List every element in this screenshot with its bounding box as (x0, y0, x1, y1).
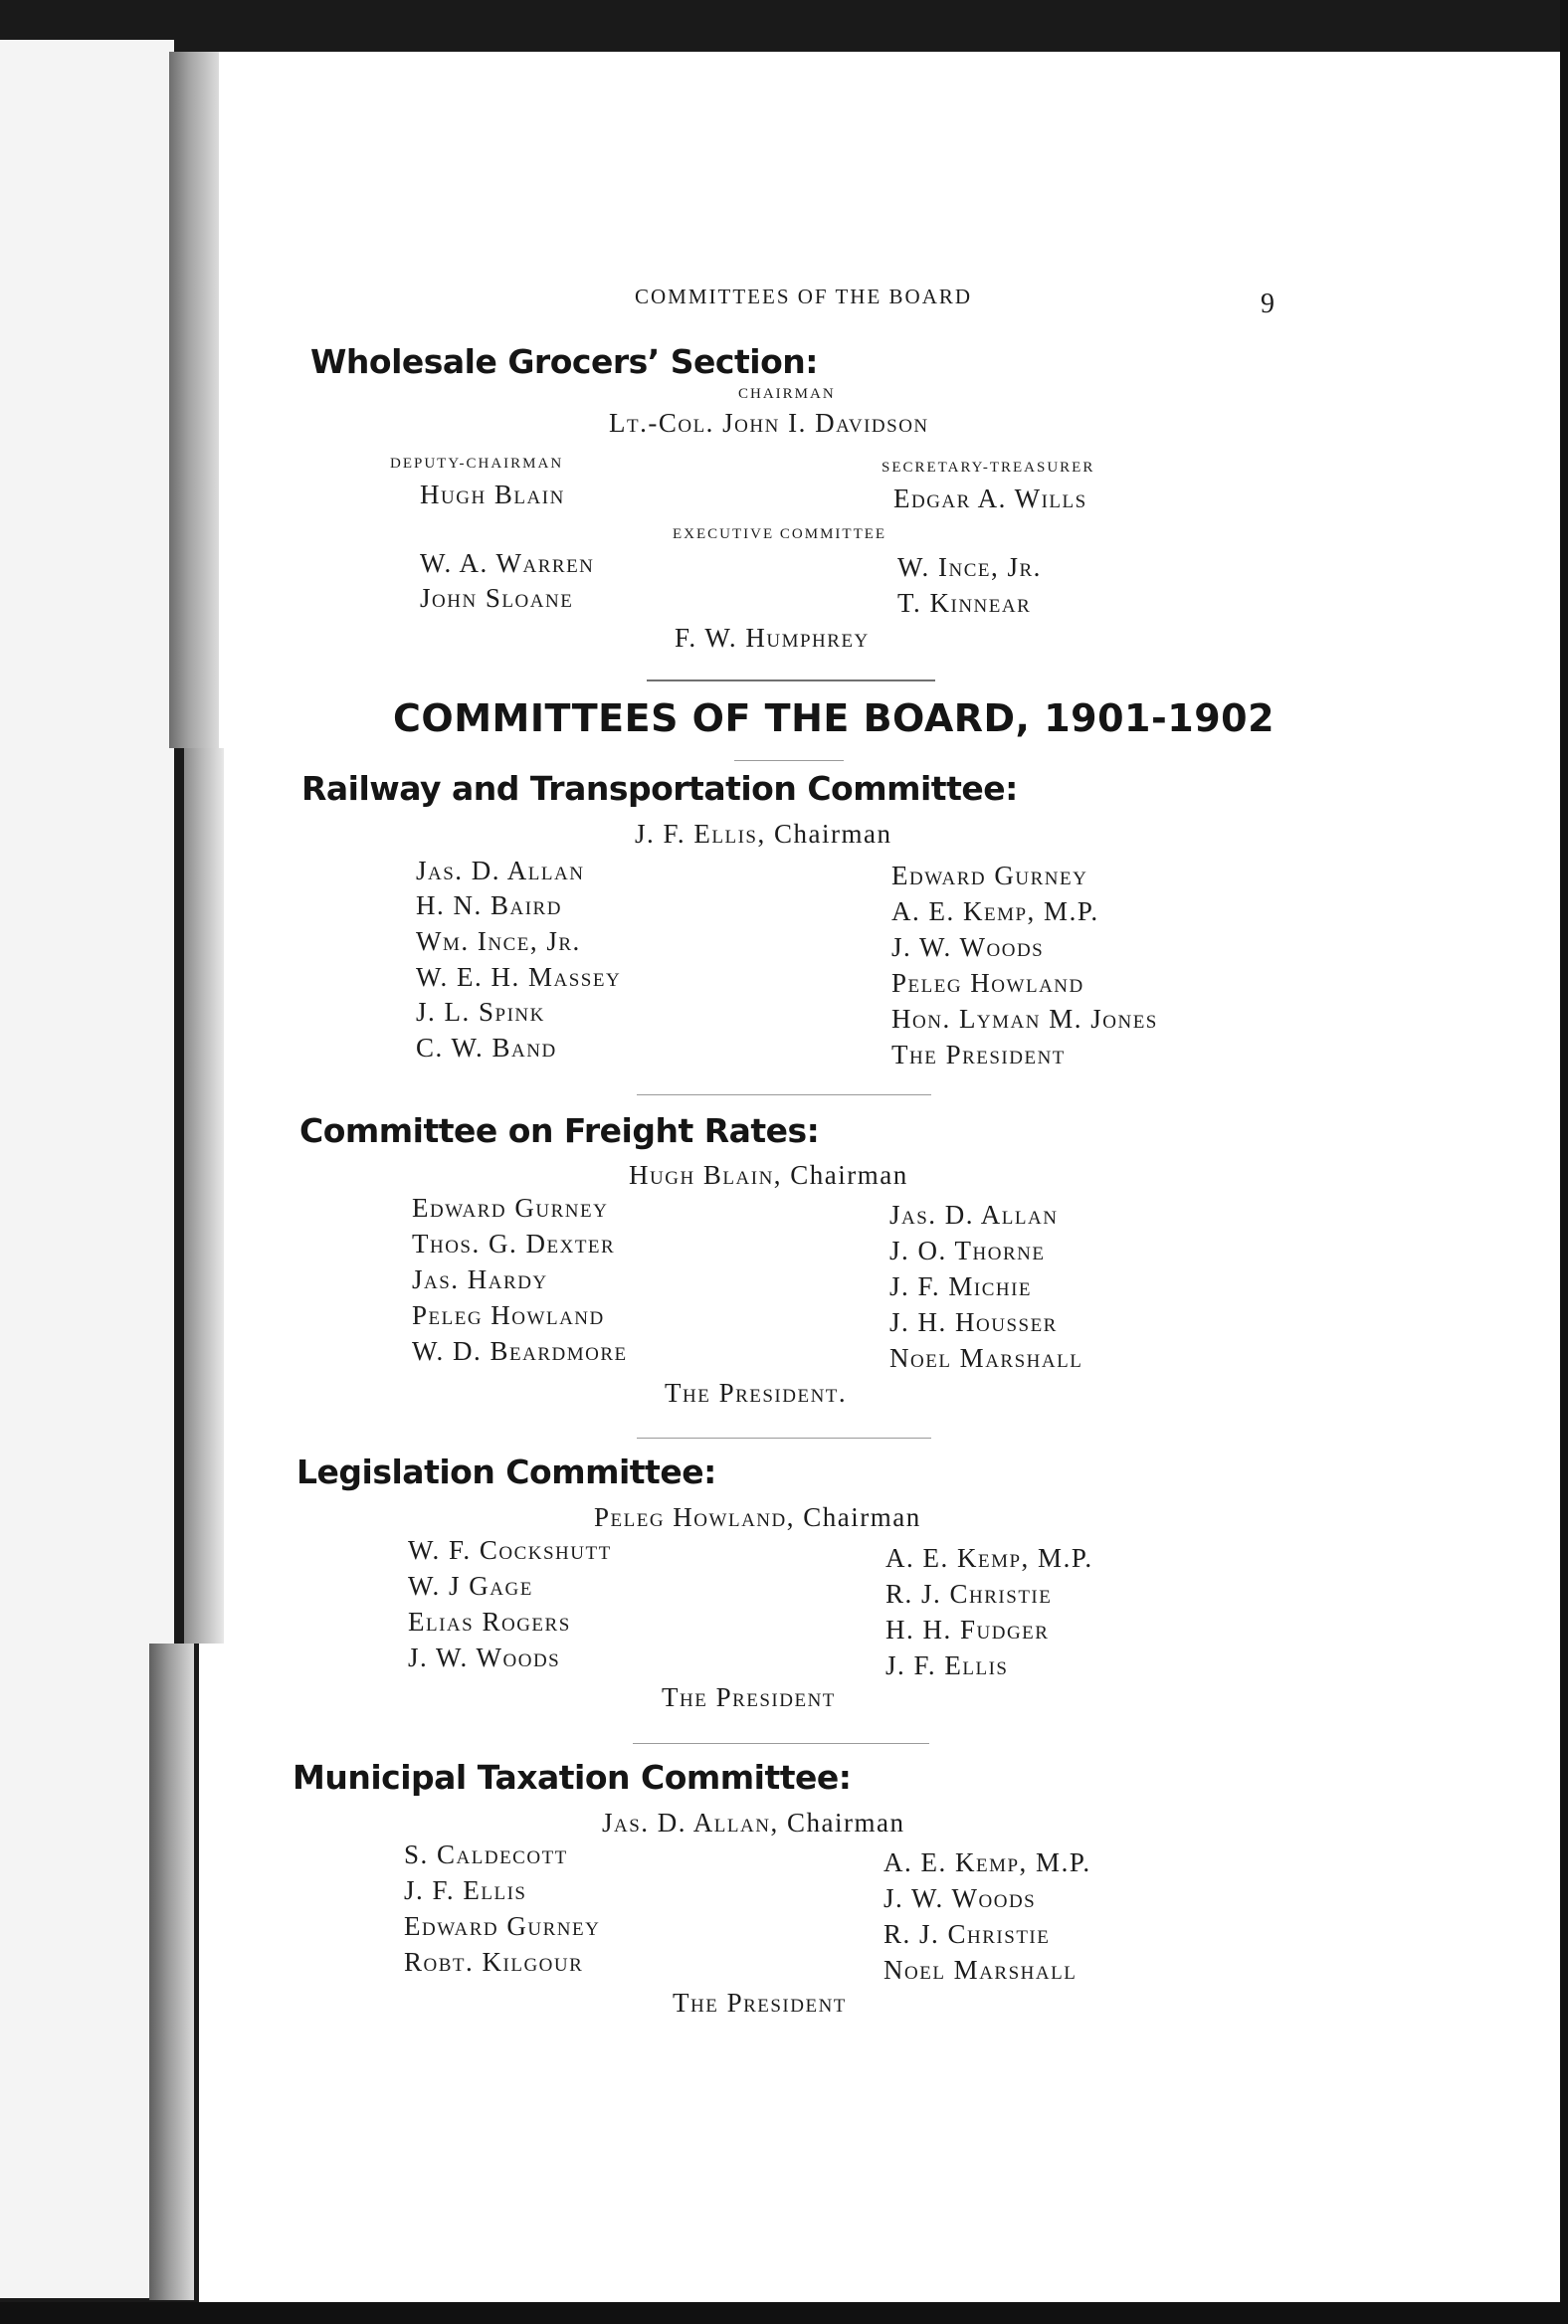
section-divider (637, 1094, 931, 1095)
municipal-chairman (602, 1808, 904, 1839)
committee-member: J. O. Thorne (889, 1236, 1046, 1265)
committee-member: Robt. Kilgour (404, 1947, 584, 1977)
committee-member: Jas. D. Allan (889, 1200, 1059, 1230)
grocers-heading: Wholesale Grocers’ Section: (310, 342, 818, 381)
committee-member: Jas. Hardy (412, 1264, 548, 1294)
deputy-chairman-label: DEPUTY-CHAIRMAN (390, 456, 564, 472)
page-number: 9 (1261, 289, 1274, 319)
title-underline (734, 760, 844, 761)
committee-member: Noel Marshall (889, 1343, 1083, 1373)
chairman-name: Hugh Blain, (629, 1160, 783, 1190)
committee-member: Thos. G. Dexter (412, 1229, 616, 1259)
committee-member: A. E. Kemp, M.P. (891, 896, 1099, 926)
committee-member: The President (673, 1988, 847, 2018)
committee-member: Peleg Howland (412, 1300, 605, 1330)
committee-member: W. F. Cockshutt (408, 1535, 612, 1565)
deputy-chairman: Hugh Blain (420, 480, 565, 509)
committee-member: A. E. Kemp, M.P. (883, 1847, 1091, 1877)
chairman-role: Chairman (773, 819, 892, 849)
committee-member: C. W. Band (416, 1033, 557, 1063)
chairman-role: Chairman (803, 1502, 921, 1532)
committee-member: J. W. Woods (891, 932, 1045, 962)
committee-member: J. W. Woods (408, 1643, 561, 1672)
committee-member: The President. (665, 1378, 848, 1408)
committee-member: J. L. Spink (416, 997, 545, 1027)
facing-page-edge (0, 40, 174, 2298)
freight-chairman (629, 1160, 908, 1191)
executive-member: W. A. Warren (420, 548, 595, 578)
committee-member: A. E. Kemp, M.P. (885, 1543, 1093, 1573)
section-divider (633, 1743, 929, 1744)
committee-member: W. J Gage (408, 1571, 533, 1601)
executive-member: W. Ince, Jr. (897, 552, 1042, 582)
committee-member: H. N. Baird (416, 890, 562, 920)
chairman-name: Jas. D. Allan, (602, 1808, 779, 1838)
municipal-heading: Municipal Taxation Committee: (293, 1758, 852, 1797)
committee-member: Peleg Howland (891, 968, 1084, 998)
scan-border-bottom (0, 2302, 1568, 2324)
committee-member: J. F. Ellis (404, 1875, 527, 1905)
committee-member: Wm. Ince, Jr. (416, 926, 581, 956)
scan-border-right (1560, 0, 1568, 2324)
legislation-heading: Legislation Committee: (296, 1452, 716, 1491)
chairman-role: Chairman (786, 1808, 905, 1838)
section-divider (647, 679, 935, 681)
main-title: COMMITTEES OF THE BOARD, 1901-1902 (393, 696, 1275, 740)
legislation-chairman (594, 1502, 921, 1533)
gutter-shadow (169, 52, 219, 748)
committee-member: The President (891, 1040, 1066, 1069)
chairman-label: CHAIRMAN (738, 386, 836, 402)
chairman-name: J. F. Ellis, (635, 819, 766, 849)
committee-member: R. J. Christie (885, 1579, 1053, 1609)
executive-committee-label: EXECUTIVE COMMITTEE (673, 526, 887, 542)
committee-member: J. F. Ellis (885, 1650, 1009, 1680)
committee-member: H. H. Fudger (885, 1615, 1050, 1645)
committee-member: W. D. Beardmore (412, 1336, 628, 1366)
railway-chairman (635, 819, 891, 850)
secretary-treasurer: Edgar A. Wills (893, 484, 1087, 513)
committee-member: Elias Rogers (408, 1607, 571, 1637)
committee-member: R. J. Christie (883, 1919, 1051, 1949)
committee-member: Edward Gurney (891, 861, 1088, 890)
gutter-shadow (184, 748, 224, 1644)
freight-heading: Committee on Freight Rates: (299, 1111, 820, 1150)
committee-member: W. E. H. Massey (416, 962, 622, 992)
gutter-shadow (149, 1644, 194, 2300)
committee-member: S. Caldecott (404, 1840, 568, 1869)
executive-member: John Sloane (420, 583, 574, 613)
committee-member: J. F. Michie (889, 1271, 1033, 1301)
executive-member: F. W. Humphrey (675, 623, 870, 653)
chairman-name: Peleg Howland, (594, 1502, 795, 1532)
executive-member: T. Kinnear (897, 588, 1032, 618)
committee-member: Edward Gurney (412, 1193, 609, 1223)
committee-member: Hon. Lyman M. Jones (891, 1004, 1158, 1034)
committee-member: J. H. Housser (889, 1307, 1058, 1337)
committee-member: Edward Gurney (404, 1911, 601, 1941)
secretary-treasurer-label: SECRETARY-TREASURER (882, 460, 1095, 476)
grocers-chairman: Lt.-Col. John I. Davidson (609, 408, 929, 438)
railway-heading: Railway and Transportation Committee: (301, 769, 1018, 808)
chairman-role: Chairman (790, 1160, 908, 1190)
section-divider (637, 1438, 931, 1439)
committee-member: The President (662, 1682, 836, 1712)
committee-member: Noel Marshall (883, 1955, 1078, 1985)
running-head: COMMITTEES OF THE BOARD (635, 285, 973, 308)
committee-member: J. W. Woods (883, 1883, 1037, 1913)
committee-member: Jas. D. Allan (416, 856, 585, 885)
